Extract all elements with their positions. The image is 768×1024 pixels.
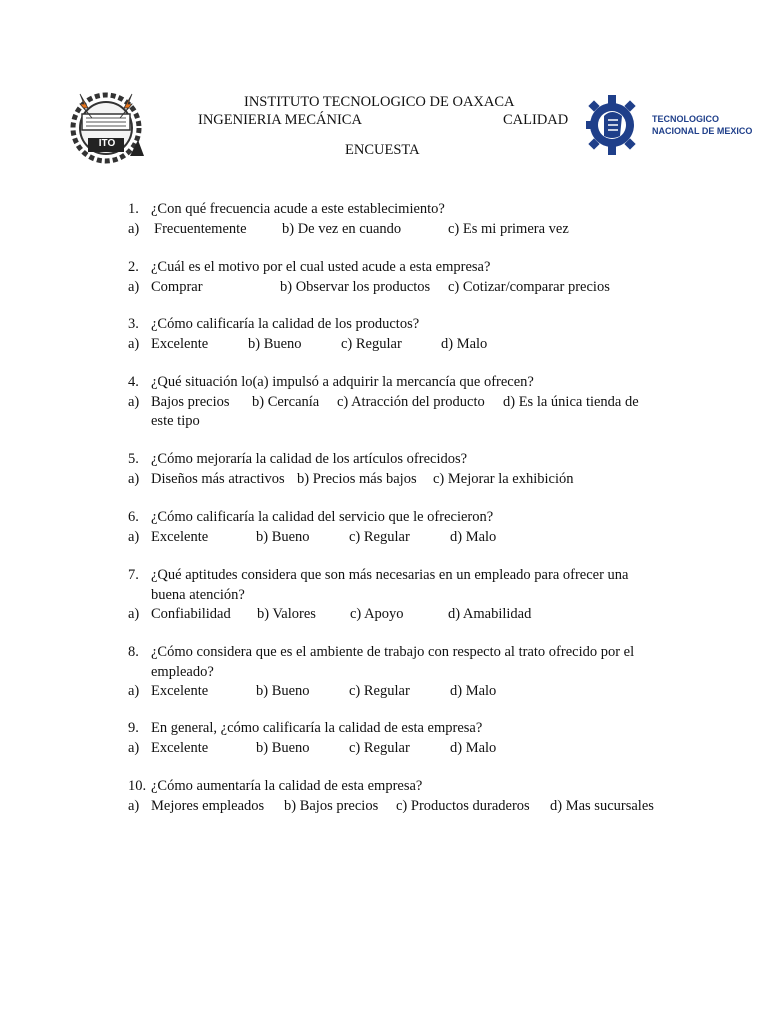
answer-option: b) Bueno [256, 739, 310, 756]
answer-prefix: a) [128, 393, 140, 410]
answer-option: Excelente [151, 739, 209, 756]
answer-option: c) Regular [341, 335, 402, 352]
tecnm-logo [586, 92, 753, 158]
answer-option: Excelente [151, 528, 209, 545]
answer-prefix: a) [128, 739, 140, 756]
question-number: 5. [128, 451, 139, 467]
subject-name: CALIDAD [503, 112, 569, 128]
answer-prefix: a) [128, 683, 140, 699]
answer-prefix: a) [128, 335, 140, 352]
question-text: ¿Cómo mejoraría la calidad de los artículos ofrecidos? [151, 451, 468, 467]
question-number: 9. [128, 720, 139, 736]
institute-emblem-icon [66, 88, 146, 164]
question-text: empleado? [151, 663, 214, 680]
answer-prefix: a) [128, 278, 140, 295]
answer-option: c) Regular [349, 528, 410, 545]
question-text: ¿Cuál es el motivo por el cual usted acude a esta empresa? [151, 259, 491, 275]
answer-option: d) Malo [450, 528, 497, 545]
tecnm-wordmark-line2: NACIONAL DE MEXICO [652, 126, 753, 136]
answer-option: c) Atracción del producto [337, 393, 485, 410]
answer-option: Confiabilidad [151, 606, 231, 622]
answer-option: d) Malo [450, 739, 497, 756]
answer-option: c) Regular [349, 683, 410, 699]
question-number: 10. [128, 778, 147, 794]
department-name: INGENIERIA MECÁNICA [198, 112, 362, 128]
question-text: buena atención? [151, 586, 245, 603]
page-title: ENCUESTA [345, 142, 420, 158]
answer-option: d) Amabilidad [448, 606, 532, 622]
answer-prefix: a) [128, 606, 140, 622]
institute-name: INSTITUTO TECNOLOGICO DE OAXACA [244, 94, 515, 110]
answer-option: Frecuentemente [154, 220, 247, 237]
answer-option: d) Mas sucursales [550, 797, 654, 814]
answer-option: Excelente [151, 335, 209, 352]
gear-icon [586, 92, 646, 158]
question-text: ¿Con qué frecuencia acude a este establecimiento? [151, 201, 445, 217]
tecnm-wordmark-line1: TECNOLOGICO [652, 114, 719, 124]
answer-option: este tipo [151, 413, 200, 429]
answer-option: c) Regular [349, 739, 410, 756]
question-number: 6. [128, 509, 139, 525]
question-number: 3. [128, 316, 139, 332]
answer-option: Bajos precios [151, 393, 230, 410]
answer-option: c) Cotizar/comparar precios [448, 278, 610, 295]
answer-option: Mejores empleados [151, 797, 265, 814]
answer-option: c) Es mi primera vez [448, 220, 569, 237]
question-number: 2. [128, 259, 139, 275]
answer-option: b) Bueno [256, 528, 310, 545]
answer-option: b) Bajos precios [284, 797, 379, 814]
answer-prefix: a) [128, 220, 140, 237]
question-number: 1. [128, 201, 139, 217]
question-number: 4. [128, 374, 139, 390]
answer-option: b) Bueno [256, 683, 310, 699]
answer-prefix: a) [128, 797, 140, 814]
answer-option: c) Productos duraderos [396, 797, 530, 814]
answer-option: b) De vez en cuando [282, 220, 402, 237]
answer-option: d) Malo [441, 335, 488, 352]
answer-option: b) Cercanía [252, 393, 320, 410]
answer-option: Diseños más atractivos [151, 470, 285, 487]
answer-option: Excelente [151, 683, 209, 699]
answer-option: b) Observar los productos [280, 278, 431, 295]
emblem-lettering: ITO [98, 138, 116, 149]
question-text: En general, ¿cómo calificaría la calidad de esta empresa? [151, 720, 483, 736]
answer-option: Comprar [151, 278, 203, 295]
question-text: ¿Qué aptitudes considera que son más necesarias en un empleado para ofrecer una [151, 567, 629, 583]
answer-option: b) Bueno [248, 335, 302, 352]
answer-option: d) Es la única tienda de [503, 393, 639, 410]
answer-option: c) Apoyo [350, 606, 404, 622]
question-text: ¿Cómo aumentaría la calidad de esta empresa? [151, 778, 423, 794]
answer-option: d) Malo [450, 683, 497, 699]
question-number: 7. [128, 567, 139, 583]
answer-prefix: a) [128, 470, 140, 487]
question-text: ¿Cómo calificaría la calidad de los productos? [151, 316, 420, 332]
answer-prefix: a) [128, 528, 140, 545]
question-text: ¿Qué situación lo(a) impulsó a adquirir la mercancía que ofrecen? [151, 374, 534, 390]
answer-option: b) Valores [257, 606, 316, 622]
question-number: 8. [128, 644, 139, 660]
question-text: ¿Cómo calificaría la calidad del servicio que le ofrecieron? [151, 509, 494, 525]
answer-option: b) Precios más bajos [297, 470, 417, 487]
answer-option: c) Mejorar la exhibición [433, 470, 574, 487]
question-text: ¿Cómo considera que es el ambiente de trabajo con respecto al trato ofrecido por el [151, 644, 635, 660]
